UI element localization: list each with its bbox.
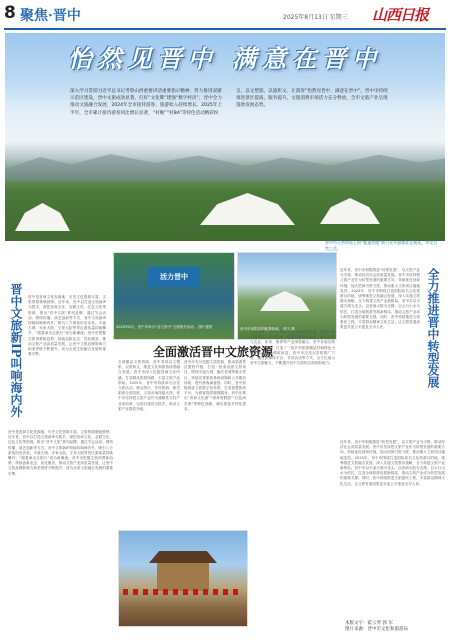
gate-body xyxy=(157,563,209,591)
tent-right xyxy=(320,198,380,224)
gate-roof xyxy=(149,551,217,563)
banner-intro-text: 深入学习贯彻习近平总书记考察山西重要讲话重要指示精神，努力推进双碳示范区建设，晋中文旅成效显著。打好“文化牌”建强“数字经济”，晋中全力推动文旅融合发展，2024年全市接待游客、旅游收入持续增长。2025年上半年，全市累计接待游客同比增长显著，“村晚”“村BA”等特色活动精彩纷呈，以文塑旅、以旅彰文，让游客“怡然见晋中，满意在晋中”。晋中市持续推进景区提质、服务提升，文旅消费市场活力充分释放，全市文旅产业呈现蓬勃发展态势。 xyxy=(70,89,388,116)
tent-camp-photo xyxy=(237,252,337,340)
center-text-right: 与此同时，晋中市持续推进全域旅游发展，积极培育乡村旅游、休闲农业、康养旅游等新业态，推动文旅与农业、体育、康养等产业深度融合。晋中各地以特色资源为依托，打造了一批乡村旅游精品村和特色小镇，带动群众增收致富。晋中市还加大宣传推广力度，通过新媒体平台、节庆活动等方式，全方位展示晋中文旅魅力，不断提升晋中文旅知名度和影响力。 xyxy=(250,330,335,366)
header-rule xyxy=(4,28,446,30)
banner-title: 怡然见晋中 满意在晋中 xyxy=(67,44,383,73)
page-number: 8 xyxy=(4,3,16,23)
tent-center xyxy=(200,193,295,225)
issue-date: 2025年8月13日 星期三 xyxy=(283,14,348,21)
right-vertical-title: 全力推进晋中转型发展 xyxy=(426,268,440,388)
byline-writers: 本版文字：霍云琴 郭 军 xyxy=(345,621,393,626)
red-lanterns xyxy=(123,589,243,595)
event-photo-caption: 2025年8月，晋中市举办“活力晋中”文旅推介活动。 图片提供 xyxy=(116,325,213,329)
section-title: 聚焦·晋中 xyxy=(20,8,81,24)
right-column-text: 近年来，晋中市积极推进“转型发展”，以文旅产业为引领，推动经济社会高质量发展。晋中市坚持把文旅产业作为转型发展的重要方向，持续优化营商环境，加大招商引资力度，推动重大文旅项目落地见效。2025年，晋中市围绕打造国际知名文化旅游目的地，统筹推进文旅融合发展，深入实施文旅强市战略，全力构建文旅产业新格局。晋中市以平遥古城为龙头，以晋商大院为支撑，以太行山水为依托，打造全域旅游发展新格局，推动文旅产业成为转型发展的重要支撑。同时，晋中持续推进文旅惠民工程，丰富群众精神文化生活，让文旅发展成果更多更公平惠及全市人民。 xyxy=(340,440,445,486)
tent-photo-caption: 晋中市寿阳县的帐篷营地。 郭文 摄 xyxy=(240,327,295,331)
ancient-gate-photo xyxy=(118,530,248,627)
mountain-range xyxy=(5,151,445,181)
tent-left xyxy=(15,203,70,231)
event-photo xyxy=(113,252,235,340)
byline xyxy=(345,621,408,633)
hero-banner xyxy=(5,33,445,241)
center-text-mid: 晋中市充分挖掘文旅资源，推动旅游景区提档升级，打造一批高品质文旅项目。围绕平遥古城、榆次老城等重点景区，持续完善旅游基础设施和公共服务体系，提升游客满意度。同时，晋中积极推进文旅数字化转型，打造智慧旅游平台，为游客提供便捷服务。晋中还推出“晋商文化游”“康养度假游”“红色研学游”等特色线路，满足游客多样化需求。 xyxy=(184,360,246,411)
newspaper-logo: 山西日报 xyxy=(372,6,429,24)
event-stage-sign: 活力晋中 xyxy=(148,267,200,287)
page-header xyxy=(0,0,450,30)
right-feature-text: 近年来，晋中市积极推进“转型发展”，以文旅产业为引领，推动经济社会高质量发展。晋中市坚持把文旅产业作为转型发展的重要方向，持续优化营商环境，加大招商引资力度，推动重大文旅项目落地见效。2025年，晋中市围绕打造国际知名文化旅游目的地，统筹推进文旅融合发展，深入实施文旅强市战略，全力构建文旅产业新格局。晋中市以平遥古城为龙头，以晋商大院为支撑，以太行山水为依托，打造全域旅游发展新格局，推动文旅产业成为转型发展的重要支撑。同时，晋中持续推进文旅惠民工程，丰富群众精神文化生活，让文旅发展成果更多更公平惠及全市人民。 xyxy=(340,268,420,330)
left-column-text: 晋中是晋商文化发源地，历史文化资源丰富，文旅资源禀赋独特。近年来，晋中以打造文旅新IP为抓手，深挖晋商文化、农耕文化、红色文化等资源，推出“晋中文旅”系列品牌，通过节会活动、网络传播、演艺创新等方式，晋中文旅新IP持续叫响海内外，吸引八方游客纷至沓来。平遥古城、乔家大院、王家大院等景区游客量持续攀升，“跟着演出去旅行”成为新潮流。晋中市把握文旅消费新趋势，持续创新业态、优化服务，推动文旅产业高质量发展，让晋中文旅品牌影响力和美誉度不断提升，成为全省文旅融合发展的重要引擎。 xyxy=(8,430,113,476)
left-vertical-title: 晋中文旅新IP叫响海内外 xyxy=(9,283,23,418)
center-headline: 全面激活晋中文旅资源 xyxy=(152,345,273,359)
left-feature-text: 晋中是晋商文化发源地，历史文化资源丰富，文旅资源禀赋独特。近年来，晋中以打造文旅新IP为抓手，深挖晋商文化、农耕文化、红色文化等资源，推出“晋中文旅”系列品牌，通过节会活动、网络传播、演艺创新等方式，晋中文旅新IP持续叫响海内外，吸引八方游客纷至沓来。平遥古城、乔家大院、王家大院等景区游客量持续攀升，“跟着演出去旅行”成为新潮流。晋中市把握文旅消费新趋势，持续创新业态、优化服务，推动文旅产业高质量发展，让晋中文旅品牌影响力和美誉度不断提升，成为全省文旅融合发展的重要引擎。 xyxy=(28,295,106,357)
center-text-left: 全面激活文旅资源，晋中坚持以文塑旅、以旅彰文，推进文化和旅游深度融合发展。晋中市深入挖掘晋商文化内涵，打造精品旅游线路，丰富文旅产品供给。2025年，晋中市持续举办各类文旅活动，推动景区、乡村旅游、研学旅游全面发展，文旅市场持续火热。晋中市坚持把文旅产业作为战略性支柱产业来培育，以项目建设为抓手，推动文旅产业提质升级。 xyxy=(118,360,180,411)
camp-tent xyxy=(260,291,310,311)
byline-photo-source: 图片来源：晋中市文化和旅游局 xyxy=(345,627,408,632)
banner-caption: 晋中市天然草原上的“帐篷营地”吸引众多游客驻足观光，享受自然之美。 xyxy=(325,240,438,251)
